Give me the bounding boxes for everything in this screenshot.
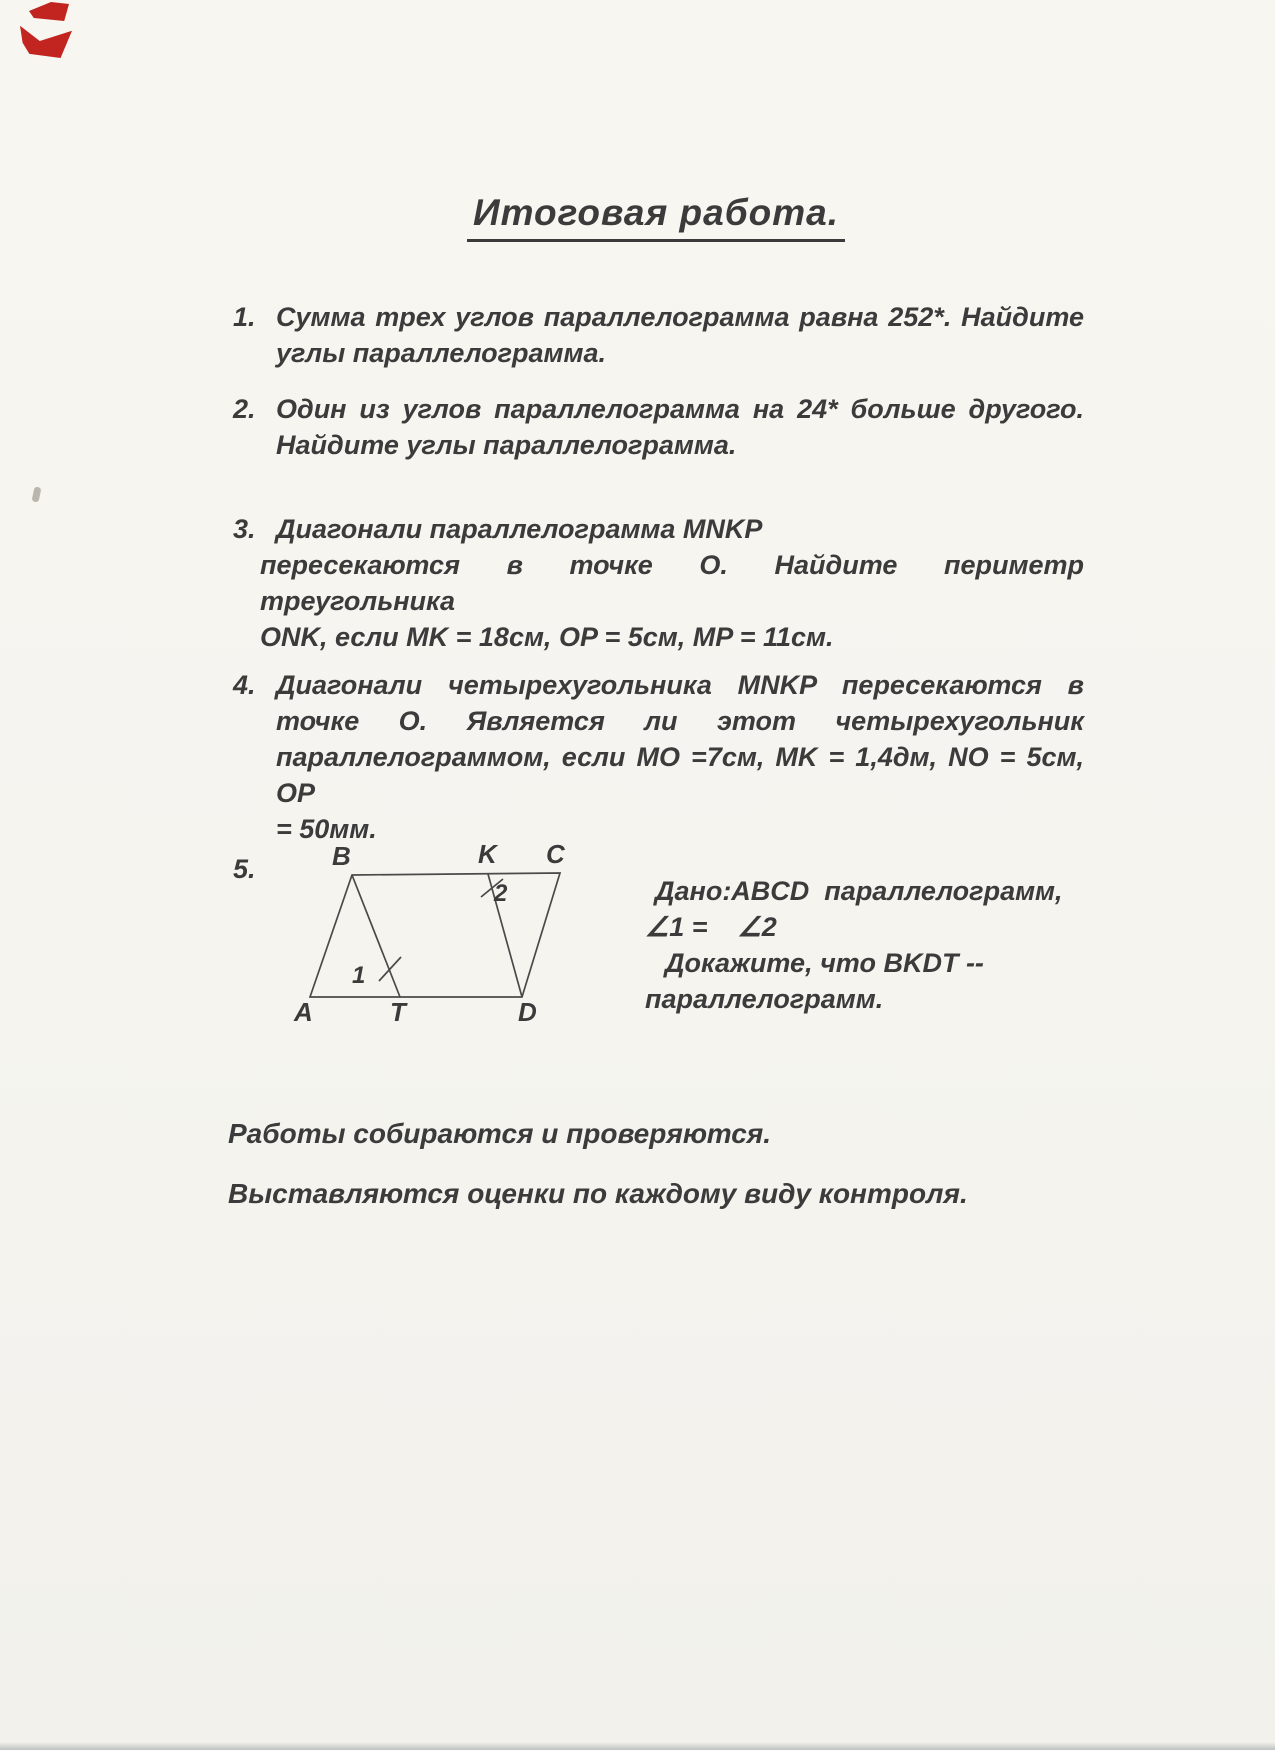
scan-edge-shadow (0, 1742, 1275, 1750)
footer-note-1: Работы собираются и проверяются. (228, 1118, 772, 1149)
problem-number: 1. (233, 302, 256, 332)
problem-number: 2. (233, 394, 256, 424)
vertex-label-b: B (332, 843, 351, 871)
problem-2 (228, 392, 1084, 464)
problem-text-line: Один из углов параллелограмма на 24* больше другого. (276, 394, 1084, 424)
parallelogram-outline (310, 873, 560, 997)
parallelogram-figure (288, 843, 658, 1033)
problem-text (276, 668, 1084, 848)
problem-text-line: углы параллелограмма. (276, 337, 607, 368)
problem-3-continuation (260, 548, 1084, 656)
scan-artifact-red-mark (29, 2, 69, 22)
given-block (645, 876, 1063, 1019)
angle-1-tick (379, 957, 401, 981)
problem-text-line: точке О. Является ли этот четырехугольник (276, 705, 1084, 736)
page-title (228, 192, 1084, 242)
problem-number: 4. (233, 670, 256, 700)
problem-3 (228, 512, 1084, 548)
problem-text-line: Найдите углы параллелограмма. (276, 429, 737, 460)
problem-text-line: Диагонали четырехугольника MNKP пересекаются в (276, 670, 1084, 700)
vertex-label-a: A (294, 997, 313, 1027)
page-title-text: Итоговая работа. (467, 192, 845, 242)
problem-text-line: Сумма трех углов параллелограмма равна 252*. Найдите (276, 302, 1084, 332)
problem-number: 5. (233, 854, 256, 884)
given-line: Дано:ABCD параллелограмм, (655, 876, 1063, 906)
problem-text-line: параллелограммом, если MO =7см, MK = 1,4дм, NO = 5см, OP (276, 741, 1084, 808)
vertex-label-c: C (546, 843, 565, 869)
vertex-label-t: T (390, 997, 406, 1027)
footer-note-2: Выставляются оценки по каждому виду контроля. (228, 1178, 968, 1209)
angle-label-2: 2 (494, 880, 508, 907)
scan-artifact-red-mark (20, 24, 72, 58)
given-line-angles: ∠1 = ∠2 (645, 911, 777, 942)
vertex-label-d: D (518, 997, 537, 1027)
problem-text (276, 512, 1084, 548)
problem-number: 3. (233, 514, 256, 544)
problem-text-line: пересекаются в точке О. Найдите периметр треугольника (260, 550, 1084, 616)
problem-text-line: ONK, если MK = 18см, OP = 5см, MP = 11см. (260, 621, 834, 652)
scan-artifact-speck (32, 486, 42, 502)
problem-text-line: Диагонали параллелограмма MNKP (276, 514, 763, 544)
angle-label-1: 1 (352, 962, 366, 989)
problem-4 (228, 668, 1084, 848)
problem-1 (228, 300, 1084, 372)
given-line: параллелограмм. (645, 983, 884, 1014)
problem-text (276, 392, 1084, 464)
problem-text (276, 300, 1084, 372)
problem-text-line: = 50мм. (276, 813, 377, 844)
vertex-label-k: K (478, 843, 497, 869)
given-line: Докажите, что BKDT -- (665, 947, 984, 978)
